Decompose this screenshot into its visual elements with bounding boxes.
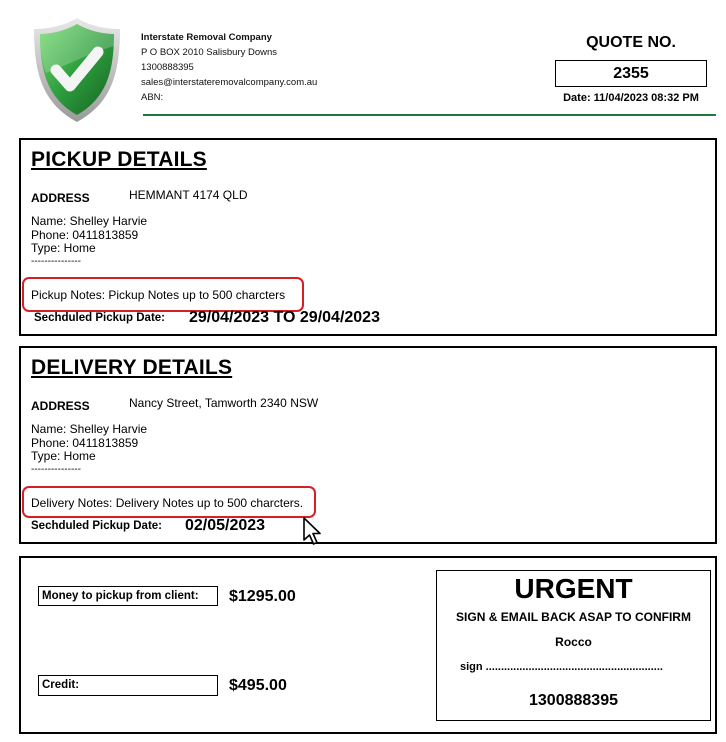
signature-line: sign ..........................................................	[460, 661, 663, 673]
quote-date: Date: 11/04/2023 08:32 PM	[563, 92, 699, 104]
quote-number: 2355	[555, 60, 707, 87]
mouse-pointer-icon	[302, 516, 322, 546]
money-value: $1295.00	[229, 588, 296, 605]
delivery-contact	[31, 423, 147, 476]
urgent-title: URGENT	[514, 573, 633, 604]
urgent-name: Rocco	[555, 635, 592, 649]
urgent-subtitle: SIGN & EMAIL BACK ASAP TO CONFIRM	[456, 610, 691, 624]
company-abn: ABN:	[141, 92, 164, 103]
header-divider	[143, 114, 716, 116]
pickup-date: 29/04/2023 TO 29/04/2023	[189, 309, 380, 326]
pickup-name: Name: Shelley Harvie	[31, 214, 148, 228]
delivery-name: Name: Shelley Harvie	[31, 422, 148, 436]
urgent-phone: 1300888395	[529, 692, 618, 709]
credit-label: Credit:	[38, 675, 218, 696]
delivery-separator: ---------------	[31, 463, 81, 475]
delivery-phone: Phone: 0411813859	[31, 435, 139, 450]
pickup-notes: Pickup Notes: Pickup Notes up to 500 charcters	[31, 288, 286, 302]
pickup-title: PICKUP DETAILS	[31, 148, 207, 171]
delivery-date-label: Sechduled Pickup Date:	[31, 520, 163, 532]
delivery-title: DELIVERY DETAILS	[31, 356, 233, 379]
credit-value: $495.00	[229, 677, 287, 694]
company-address: P O BOX 2010 Salisbury Downs	[141, 47, 278, 58]
pickup-type: Type: Home	[31, 241, 96, 255]
delivery-address-label: ADDRESS	[31, 399, 90, 413]
pickup-phone: Phone: 0411813859	[31, 227, 139, 242]
company-phone: 1300888395	[141, 62, 194, 73]
delivery-address: Nancy Street, Tamworth 2340 NSW	[129, 396, 319, 410]
pickup-notes-highlight	[22, 277, 304, 312]
quote-title: QUOTE NO.	[586, 34, 676, 51]
pickup-date-label: Sechduled Pickup Date:	[34, 312, 166, 324]
delivery-notes: Delivery Notes: Delivery Notes up to 500 charcters.	[31, 496, 304, 510]
pickup-separator: ---------------	[31, 255, 81, 267]
shield-check-icon	[30, 16, 124, 124]
delivery-date: 02/05/2023	[185, 517, 266, 534]
delivery-type: Type: Home	[31, 449, 96, 463]
company-info	[141, 30, 317, 105]
pickup-contact	[31, 215, 147, 268]
company-email: sales@interstateremovalcompany.com.au	[141, 77, 318, 88]
pickup-address-label: ADDRESS	[31, 191, 90, 205]
pickup-address: HEMMANT 4174 QLD	[129, 188, 248, 202]
money-label: Money to pickup from client:	[38, 586, 218, 606]
company-name: Interstate Removal Company	[141, 32, 272, 43]
delivery-notes-highlight	[22, 486, 316, 518]
